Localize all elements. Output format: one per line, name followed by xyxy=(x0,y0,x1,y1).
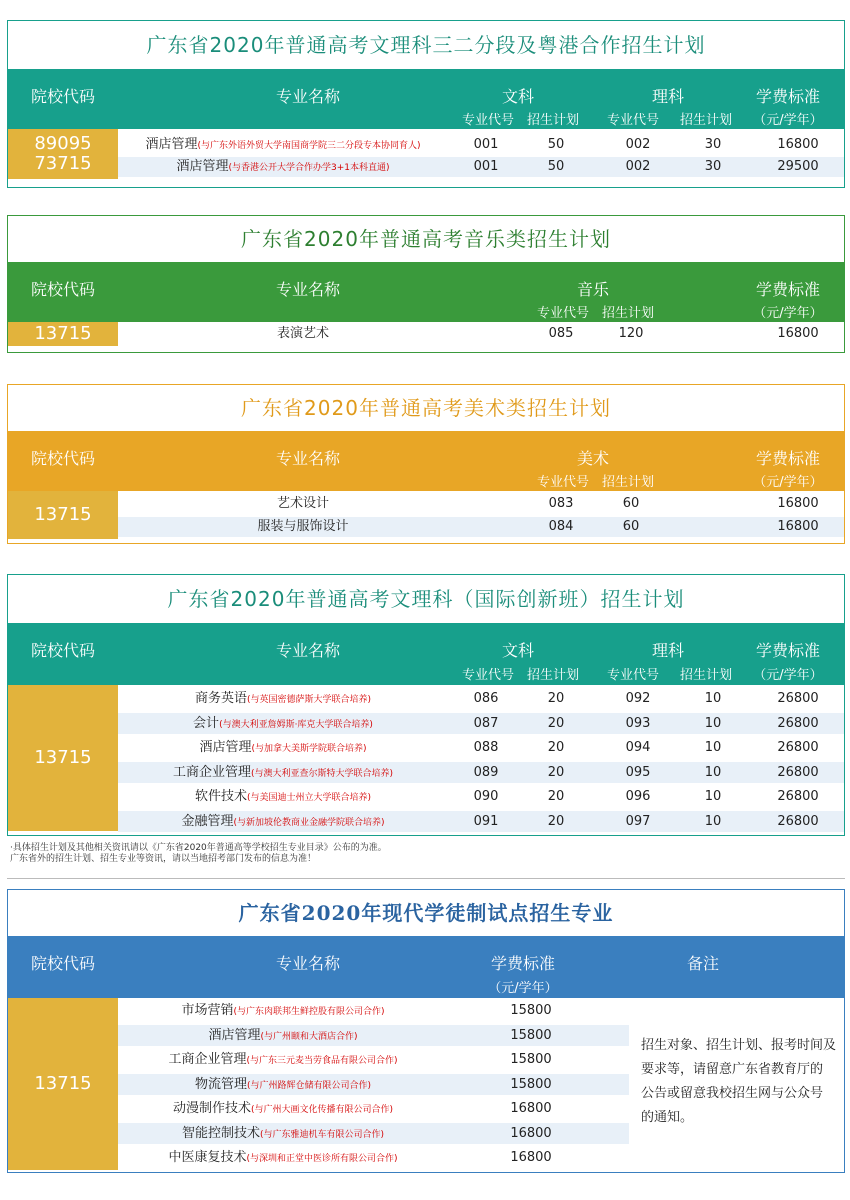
major-name: 智能控制技术(与广东雅迪机车有限公司合作) xyxy=(181,1125,385,1141)
table-row xyxy=(118,494,844,514)
wen-code: 088 xyxy=(473,740,499,755)
fee: 26800 xyxy=(777,740,819,755)
footnote-line-1: ·具体招生计划及其他相关资讯请以《广东省2020年普通高等学校招生专业目录》公布的为准。 xyxy=(10,843,387,853)
li-code: 092 xyxy=(625,691,651,706)
fee: 15800 xyxy=(510,1003,552,1018)
table-row xyxy=(118,1147,629,1168)
wen-plan: 20 xyxy=(547,789,565,804)
major-name: 服装与服饰设计 xyxy=(257,519,349,534)
li-code: 094 xyxy=(625,740,651,755)
school-code-2: 73715 xyxy=(34,153,92,174)
major-name: 商务英语(与英国密德萨斯大学联合培养) xyxy=(194,691,372,706)
header-fee: 学费标准 xyxy=(755,641,820,660)
table-row xyxy=(118,688,844,709)
plan: 60 xyxy=(622,496,640,511)
fee: 16800 xyxy=(777,496,819,511)
li-plan: 30 xyxy=(704,159,722,174)
wen-plan: 20 xyxy=(547,813,565,829)
table-header xyxy=(8,431,844,491)
wen-code: 001 xyxy=(473,137,499,152)
plan: 120 xyxy=(618,326,644,341)
table-row xyxy=(118,1123,629,1144)
header-art: 美术 xyxy=(576,449,609,468)
fee: 16800 xyxy=(510,1101,552,1116)
wen-plan: 50 xyxy=(547,137,565,152)
footnote xyxy=(10,843,387,865)
header-major: 专业名称 xyxy=(275,280,340,299)
table-international xyxy=(7,574,845,836)
fee: 26800 xyxy=(777,691,819,706)
header-fee: 学费标准 xyxy=(755,87,820,106)
li-code: 097 xyxy=(625,813,651,829)
major-name: 酒店管理(与加拿大美斯学院联合培养) xyxy=(199,740,367,755)
table-art xyxy=(7,384,845,544)
header-major: 专业名称 xyxy=(275,641,340,660)
header-li-code: 专业代号 xyxy=(606,668,659,683)
table-row xyxy=(118,786,844,807)
table-row xyxy=(118,811,844,832)
header-fee-unit: （元/学年） xyxy=(753,475,823,490)
li-plan: 10 xyxy=(704,764,722,780)
header-fee-unit: （元/学年） xyxy=(753,113,823,128)
major-name: 软件技术(与美国迪士州立大学联合培养) xyxy=(194,789,372,804)
wen-code: 090 xyxy=(473,789,499,804)
table-header xyxy=(8,69,844,129)
fee: 16800 xyxy=(777,137,819,152)
major-name: 表演艺术 xyxy=(276,326,329,341)
header-code: 院校代码 xyxy=(30,87,95,106)
table-title: 广东省2020年现代学徒制试点招生专业 xyxy=(238,901,614,925)
school-code: 13715 xyxy=(8,322,118,346)
header-li-plan: 招生计划 xyxy=(679,668,732,683)
header-wen-plan: 招生计划 xyxy=(526,668,579,683)
wen-code: 001 xyxy=(473,159,499,174)
fee: 29500 xyxy=(777,159,819,174)
table-row xyxy=(118,157,844,177)
header-code: 院校代码 xyxy=(30,449,95,468)
major-name: 中医康复技术(与深圳和正堂中医诊所有限公司合作) xyxy=(168,1150,398,1165)
wen-plan: 20 xyxy=(547,764,565,780)
header-wen-plan: 招生计划 xyxy=(526,113,579,128)
header-sub-plan: 招生计划 xyxy=(601,475,654,490)
li-code: 002 xyxy=(625,137,651,152)
major-code: 084 xyxy=(548,519,574,534)
header-code: 院校代码 xyxy=(30,641,95,660)
table-wenli-sanerfenduan xyxy=(7,20,845,188)
wen-code: 089 xyxy=(473,764,499,780)
school-code: 13715 xyxy=(8,998,118,1170)
major-name: 动漫制作技术(与广州大画文化传播有限公司合作) xyxy=(172,1101,394,1116)
header-sub-code: 专业代号 xyxy=(536,475,589,490)
header-fee: 学费标准 xyxy=(755,280,820,299)
major-name: 酒店管理(与香港公开大学合作办学3+1本科直通) xyxy=(176,159,390,174)
li-plan: 10 xyxy=(704,813,722,829)
header-music: 音乐 xyxy=(576,280,609,299)
fee: 15800 xyxy=(510,1076,552,1092)
table-row xyxy=(118,517,844,537)
wen-code: 086 xyxy=(473,691,499,706)
wen-plan: 50 xyxy=(547,159,565,174)
table-apprenticeship xyxy=(7,889,845,1173)
header-fee: 学费标准 xyxy=(755,449,820,468)
header-like: 理科 xyxy=(651,641,684,660)
major-name: 金融管理(与新加坡伦教商业金融学院联合培养) xyxy=(181,813,385,829)
wen-code: 091 xyxy=(473,813,499,829)
table-row xyxy=(118,713,844,734)
header-fee: 学费标准 xyxy=(490,954,555,973)
school-code-1: 89095 xyxy=(34,133,92,154)
remark-text: 招生对象、招生计划、报考时间及 要求等，请留意广东省教育厅的 公告或留意我校招生网与公众号 的通知。 xyxy=(641,1038,837,1125)
header-li-plan: 招生计划 xyxy=(679,113,732,128)
header-sub-plan: 招生计划 xyxy=(601,306,654,321)
li-code: 093 xyxy=(625,715,651,731)
table-header xyxy=(8,623,844,685)
li-plan: 10 xyxy=(704,691,722,706)
major-name: 物流管理(与广州路辉仓储有限公司合作) xyxy=(194,1076,372,1092)
table-row xyxy=(118,762,844,783)
school-code xyxy=(8,129,118,179)
table-header xyxy=(8,262,844,322)
wen-plan: 20 xyxy=(547,691,565,706)
fee: 16800 xyxy=(510,1150,552,1165)
fee: 26800 xyxy=(777,764,819,780)
major-name: 艺术设计 xyxy=(276,496,329,511)
table-row xyxy=(118,1000,629,1021)
fee: 26800 xyxy=(777,715,819,731)
header-code: 院校代码 xyxy=(30,954,95,973)
header-major: 专业名称 xyxy=(275,449,340,468)
table-title: 广东省2020年普通高考文理科（国际创新班）招生计划 xyxy=(167,587,685,611)
major-name: 工商企业管理(与广东三元麦当劳食品有限公司合作) xyxy=(168,1052,398,1067)
header-fee-unit: （元/学年） xyxy=(753,306,823,321)
li-plan: 10 xyxy=(704,740,722,755)
major-name: 工商企业管理(与澳大利亚查尔斯特大学联合培养) xyxy=(172,764,394,780)
header-code: 院校代码 xyxy=(30,280,95,299)
wen-plan: 20 xyxy=(547,715,565,731)
school-code: 13715 xyxy=(8,685,118,831)
li-code: 096 xyxy=(625,789,651,804)
header-wenke: 文科 xyxy=(501,87,534,106)
header-remark: 备注 xyxy=(686,954,719,973)
wen-plan: 20 xyxy=(547,740,565,755)
header-major: 专业名称 xyxy=(275,87,340,106)
li-plan: 10 xyxy=(704,789,722,804)
major-name: 酒店管理(与广州颐和大酒店合作) xyxy=(208,1027,358,1043)
table-row xyxy=(118,1098,629,1119)
fee: 26800 xyxy=(777,789,819,804)
major-name: 会计(与澳大利亚詹姆斯·库克大学联合培养) xyxy=(193,715,373,731)
header-fee-unit: （元/学年） xyxy=(753,668,823,683)
table-row xyxy=(118,1025,629,1046)
divider xyxy=(7,878,845,879)
li-plan: 10 xyxy=(704,715,722,731)
major-name: 酒店管理(与广东外语外贸大学南国商学院三二分段专本协同育人) xyxy=(145,137,421,152)
header-wen-code: 专业代号 xyxy=(461,668,514,683)
school-code: 13715 xyxy=(8,491,118,539)
table-music xyxy=(7,215,845,353)
table-row xyxy=(118,324,844,344)
plan: 60 xyxy=(622,519,640,534)
table-title: 广东省2020年普通高考美术类招生计划 xyxy=(241,396,611,420)
major-code: 083 xyxy=(548,496,574,511)
table-title: 广东省2020年普通高考音乐类招生计划 xyxy=(241,227,611,251)
table-row xyxy=(118,737,844,758)
li-plan: 30 xyxy=(704,137,722,152)
header-li-code: 专业代号 xyxy=(606,113,659,128)
major-name: 市场营销(与广东肉联邦生鲜控股有限公司合作) xyxy=(181,1003,385,1018)
table-row xyxy=(118,1074,629,1095)
wen-code: 087 xyxy=(473,715,499,731)
header-fee-unit: （元/学年） xyxy=(488,981,558,996)
table-row xyxy=(118,135,844,155)
fee: 26800 xyxy=(777,813,819,829)
fee: 15800 xyxy=(510,1027,552,1043)
fee: 16800 xyxy=(510,1125,552,1141)
header-wen-code: 专业代号 xyxy=(461,113,514,128)
header-wenke: 文科 xyxy=(501,641,534,660)
header-like: 理科 xyxy=(651,87,684,106)
table-header xyxy=(8,936,844,998)
fee: 15800 xyxy=(510,1052,552,1067)
footnote-line-2: 广东省外的招生计划、招生专业等资讯，请以当地招考部门发布的信息为准！ xyxy=(10,854,317,864)
table-title: 广东省2020年普通高考文理科三二分段及粤港合作招生计划 xyxy=(146,33,706,57)
fee: 16800 xyxy=(777,326,819,341)
li-code: 095 xyxy=(625,764,651,780)
major-code: 085 xyxy=(548,326,574,341)
fee: 16800 xyxy=(777,519,819,534)
table-row xyxy=(118,1049,629,1070)
header-sub-code: 专业代号 xyxy=(536,306,589,321)
header-major: 专业名称 xyxy=(275,954,340,973)
li-code: 002 xyxy=(625,159,651,174)
